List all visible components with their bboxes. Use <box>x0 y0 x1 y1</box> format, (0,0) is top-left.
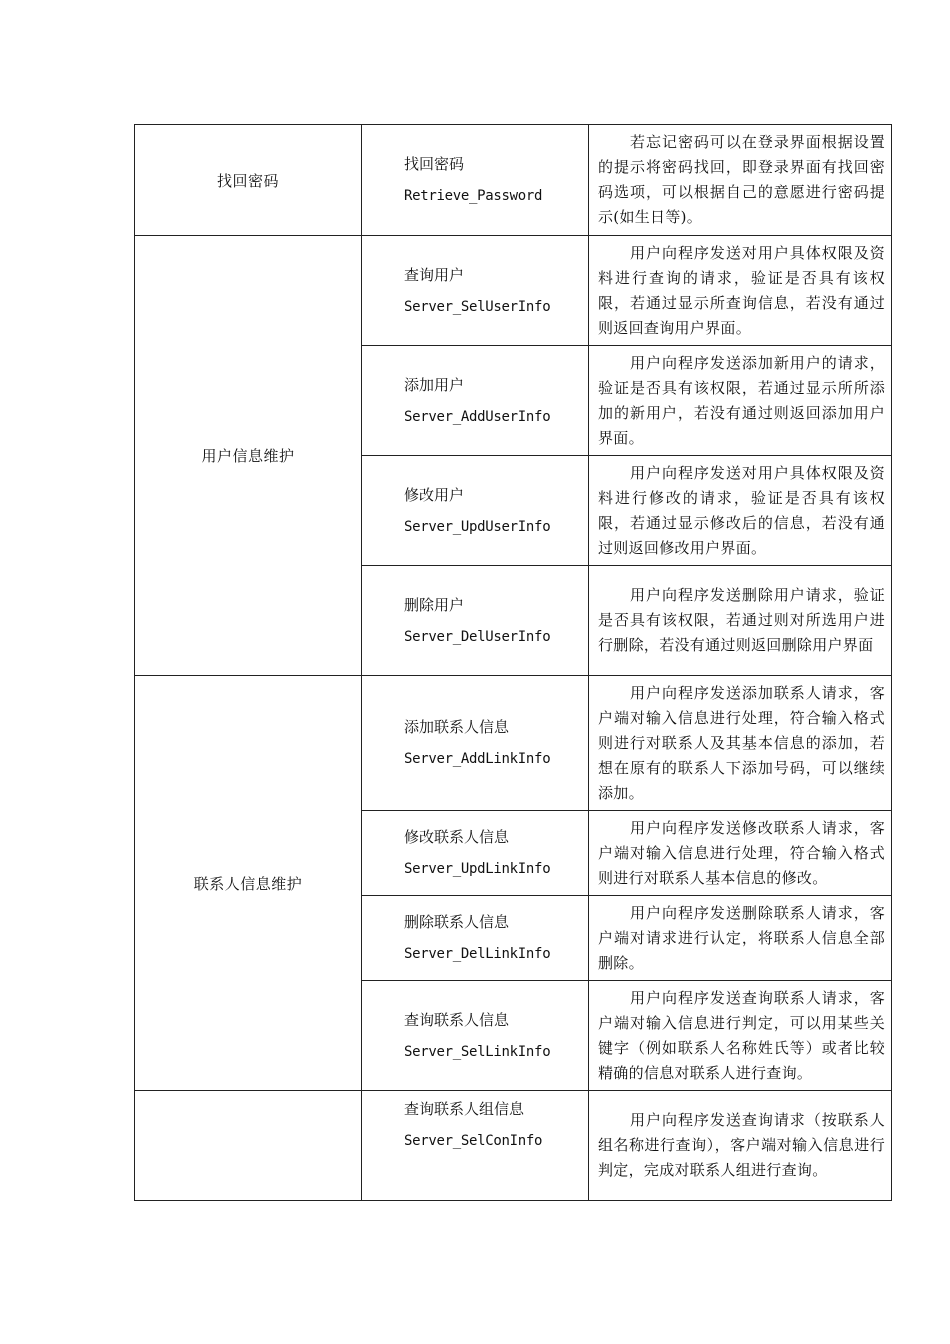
function-name-en: Server_AddUserInfo <box>404 408 551 425</box>
function-name-cell <box>362 981 589 1091</box>
function-name-cn: 查询联系人信息 <box>404 1010 510 1029</box>
description-cell: 用户向程序发送删除联系人请求，客户端对请求进行认定，将联系人信息全部删除。 <box>589 896 892 981</box>
function-name-cn: 修改用户 <box>404 485 465 504</box>
function-name-en: Server_SelConInfo <box>404 1133 543 1149</box>
description-cell: 用户向程序发送对用户具体权限及资料进行查询的请求，验证是否具有该权限，若通过显示所查询信息，若没有通过则返回查询用户界面。 <box>589 236 892 346</box>
function-name-cn: 找回密码 <box>404 155 465 173</box>
description-cell: 用户向程序发送对用户具体权限及资料进行修改的请求，验证是否具有该权限，若通过显示修改后的信息，若没有通过则返回修改用户界面。 <box>589 456 892 566</box>
function-name-cn: 删除联系人信息 <box>404 913 510 931</box>
function-name-en: Server_UpdUserInfo <box>404 518 551 535</box>
description-cell: 用户向程序发送修改联系人请求，客户端对输入信息进行处理，符合输入格式则进行对联系人基本信息的修改。 <box>589 811 892 896</box>
function-name-en: Server_SelUserInfo <box>404 298 551 315</box>
module-cell: 用户信息维护 <box>135 236 362 676</box>
function-name-cn: 修改联系人信息 <box>404 828 510 846</box>
table-row <box>135 236 892 346</box>
function-name-cn: 查询联系人组信息 <box>404 1100 525 1118</box>
description-cell: 用户向程序发送删除用户请求，验证是否具有该权限，若通过则对所选用户进行删除，若没有通过则返回删除用户界面 <box>589 566 892 676</box>
description-cell: 用户向程序发送添加联系人请求，客户端对输入信息进行处理，符合输入格式则进行对联系人及其基本信息的添加，若想在原有的联系人下添加号码，可以继续添加。 <box>589 676 892 811</box>
function-name-cell <box>362 236 589 346</box>
description-cell: 用户向程序发送查询联系人请求，客户端对输入信息进行判定，可以用某些关键字（例如联系人名称姓氏等）或者比较精确的信息对联系人进行查询。 <box>589 981 892 1091</box>
function-name-en: Server_AddLinkInfo <box>404 751 551 767</box>
function-name-cn: 添加联系人信息 <box>404 718 510 736</box>
table-row <box>135 1091 892 1201</box>
function-name-cell <box>362 125 589 236</box>
function-name-en: Server_DelLinkInfo <box>404 946 551 962</box>
function-name-cell <box>362 811 589 896</box>
function-name-cell <box>362 346 589 456</box>
function-name-cell <box>362 676 589 811</box>
description-cell: 用户向程序发送查询请求（按联系人组名称进行查询），客户端对输入信息进行判定，完成对联系人组进行查询。 <box>589 1091 892 1201</box>
function-name-cn: 查询用户 <box>404 265 465 284</box>
function-table <box>134 124 892 1201</box>
function-name-en: Server_DelUserInfo <box>404 628 551 645</box>
description-cell: 若忘记密码可以在登录界面根据设置的提示将密码找回，即登录界面有找回密码选项，可以根据自己的意愿进行密码提示(如生日等)。 <box>589 125 892 236</box>
function-name-cell <box>362 566 589 676</box>
function-name-cn: 删除用户 <box>404 595 465 614</box>
function-name-en: Server_SelLinkInfo <box>404 1043 551 1060</box>
table-row <box>135 125 892 236</box>
function-name-cell <box>362 456 589 566</box>
function-name-en: Retrieve_Password <box>404 188 543 204</box>
function-name-cell <box>362 896 589 981</box>
module-cell: 联系人信息维护 <box>135 676 362 1091</box>
description-cell: 用户向程序发送添加新用户的请求，验证是否具有该权限，若通过显示所所添加的新用户，若没有通过则返回添加用户界面。 <box>589 346 892 456</box>
module-cell: 找回密码 <box>135 125 362 236</box>
module-cell <box>135 1091 362 1201</box>
function-name-cell <box>362 1091 589 1201</box>
function-name-en: Server_UpdLinkInfo <box>404 861 551 877</box>
table-row <box>135 676 892 811</box>
function-name-cn: 添加用户 <box>404 375 465 394</box>
